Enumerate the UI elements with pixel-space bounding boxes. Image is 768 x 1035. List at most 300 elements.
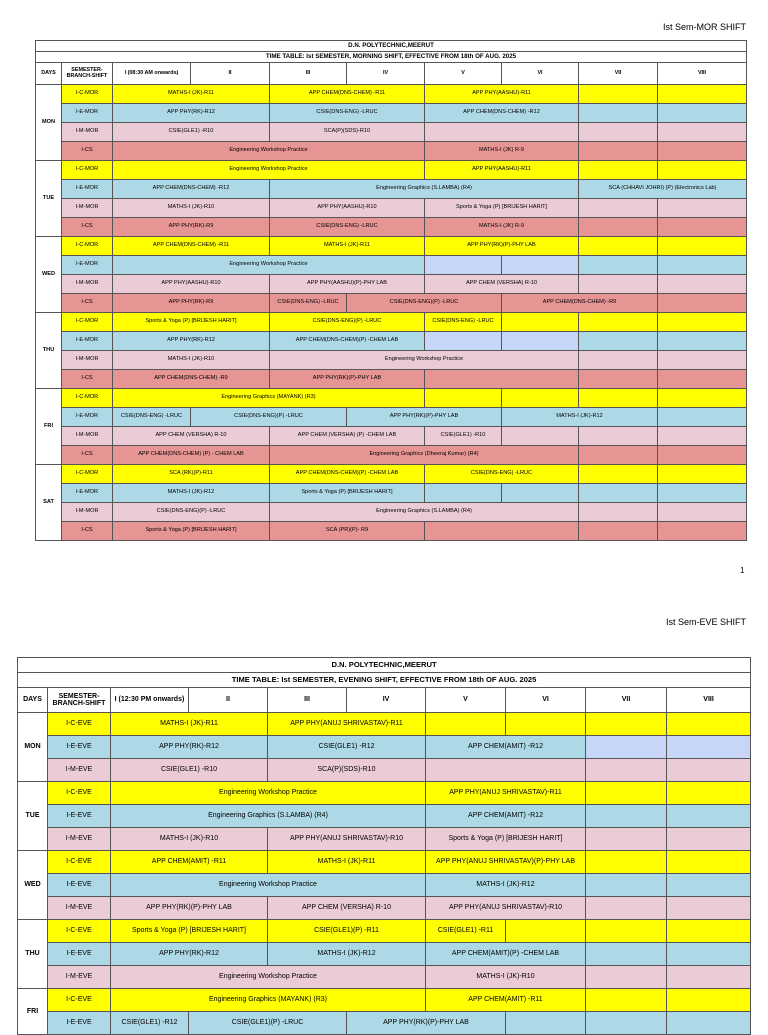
period-cell: Engineering Graphics (MAYANK) (R3) [111,989,426,1012]
period-cell: Sports & Yoga (P) [BRIJESH HARIT] [111,920,268,943]
period-cell [586,713,667,736]
period-cell [658,351,747,370]
table-row [18,943,751,966]
period-cell: MATHS-I (JK)-R12 [502,408,658,427]
period-cell [667,782,751,805]
period-cell: APP PHY(RK)-R12 [113,332,270,351]
period-cell: APP CHEM (VERSHA) R-10 [268,897,426,920]
column-header: II [189,688,268,713]
period-cell: MATHS-I (JK)-R11 [111,713,268,736]
period-cell: MATHS-I (JK)-R11 [113,85,270,104]
period-cell: Engineering Graphics (S.LAMBA) (R4) [111,805,426,828]
period-cell [579,427,658,446]
period-cell: Engineering Workshop Practice [111,782,426,805]
period-cell [658,199,747,218]
period-cell: Engineering Workshop Practice [111,874,426,897]
branch-shift-cell: I-M-MOR [62,123,113,142]
period-cell: APP CHEM(DNS-CHEM) -R12 [113,180,270,199]
period-cell: APP PHY(ANUJ SHRIVASTAV)-R11 [426,782,586,805]
branch-shift-cell: I-M-MOR [62,351,113,370]
period-cell: MATHS-I (JK) R-9 [425,142,579,161]
period-cell: Sports & Yoga (P) [BRIJESH HARIT] [425,199,579,218]
period-cell [579,161,658,180]
table-row [36,446,747,465]
period-cell [426,759,586,782]
period-cell [667,943,751,966]
period-cell: APP PHY(AASHU)-R11 [425,161,579,180]
table-row [18,713,751,736]
table-row [18,782,751,805]
period-cell [667,1012,751,1035]
branch-shift-cell: I-E-MOR [62,408,113,427]
period-cell [658,123,747,142]
period-cell [425,256,502,275]
branch-shift-cell: I-E-EVE [48,805,111,828]
period-cell: APP CHEM(DNS-CHEM) -R9 [502,294,658,313]
table-row [36,85,747,104]
column-header: VII [579,63,658,85]
period-cell [579,370,658,389]
period-cell: CSIE(DNS-ENG) -LRUC [270,218,425,237]
period-cell: APP PHY(AASHU)-R10 [270,199,425,218]
period-cell [586,759,667,782]
branch-shift-cell: I-CS [62,218,113,237]
branch-shift-cell: I-M-MOR [62,427,113,446]
period-cell: CSIE(DNS-ENG)(P) -LRUC [113,503,270,522]
period-cell: MATHS-I (JK)-R11 [270,237,425,256]
day-label: FRI [18,989,48,1035]
branch-shift-cell: I-C-EVE [48,920,111,943]
table-row [36,465,747,484]
period-cell [658,522,747,541]
period-cell: Engineering Workshop Practice [111,966,426,989]
period-cell: Sports & Yoga (P) [BRIJESH HARIT] [113,522,270,541]
period-cell [658,389,747,408]
period-cell [506,920,586,943]
period-cell: APP PHY(AASHU)(P)-PHY LAB [270,275,425,294]
branch-shift-cell: I-M-MOR [62,503,113,522]
period-cell [658,142,747,161]
period-cell: CSIE(GLE1)(P) -R11 [268,920,426,943]
period-cell: APP PHY(RK)(P)-PHY LAB [347,1012,506,1035]
table-row [36,370,747,389]
period-cell: CSIE(GLE1) -R12 [268,736,426,759]
period-cell: MATHS-I (JK)-R10 [111,828,268,851]
period-cell [658,275,747,294]
period-cell [425,332,502,351]
period-cell: MATHS-I (JK)-R12 [426,874,586,897]
period-cell [579,237,658,256]
period-cell: CSIE(DNS-ENG)(P) -LRUC [191,408,347,427]
table-row [18,828,751,851]
period-cell: APP PHY(ANUJ SHRIVASTAV)-R10 [268,828,426,851]
period-cell: APP PHY(RK)-R9 [113,294,270,313]
period-cell [579,484,658,503]
period-cell: MATHS-I (JK)-R10 [113,199,270,218]
period-cell [586,920,667,943]
column-header: SEMESTER-BRANCH-SHIFT [62,63,113,85]
period-cell: CSIE(DNS-ENG) -LRUC [270,104,425,123]
table-row [36,427,747,446]
period-cell: APP CHEM(AMIT) -R12 [426,805,586,828]
period-cell: APP PHY(RK)(P)-PHY LAB [347,408,502,427]
table-row [36,161,747,180]
table-title: D.N. POLYTECHNIC,MEERUT [36,41,747,52]
column-header: IV [347,63,425,85]
period-cell: APP PHY(RK)-R12 [111,736,268,759]
branch-shift-cell: I-E-MOR [62,180,113,199]
period-cell: SCA(P)(SDS)-R10 [270,123,425,142]
period-cell [658,503,747,522]
period-cell [667,966,751,989]
column-header: I (12:30 PM onwards) [111,688,189,713]
period-cell [667,920,751,943]
branch-shift-cell: I-CS [62,294,113,313]
morning-timetable [35,40,747,541]
table-row [36,332,747,351]
column-header: SEMESTER-BRANCH-SHIFT [48,688,111,713]
period-cell: Engineering Graphics (Dheeraj Kumar) (R4) [270,446,579,465]
branch-shift-cell: I-C-MOR [62,465,113,484]
period-cell: APP CHEM (VERSHA) (P) -CHEM LAB [270,427,425,446]
column-header: IV [347,688,426,713]
period-cell: APP PHY(RK)(P)-PHY LAB [270,370,425,389]
table-row [36,218,747,237]
period-cell [658,332,747,351]
period-cell: Engineering Graphics (MAYANK) (R3) [113,389,425,408]
table-row [18,874,751,897]
table-row [36,199,747,218]
table-row [36,256,747,275]
period-cell: APP CHEM(DNS-CHEM)(P) -CHEM LAB [270,465,425,484]
day-label: WED [36,237,62,313]
table-row [18,1012,751,1035]
table-subtitle: TIME TABLE: Ist SEMESTER, MORNING SHIFT, EFFECTIVE FROM 18th OF AUG. 2025 [36,52,747,63]
table-row [18,759,751,782]
period-cell [658,237,747,256]
period-cell [586,989,667,1012]
period-cell: CSIE(GLE1) -R10 [111,759,268,782]
period-cell [426,713,506,736]
branch-shift-cell: I-CS [62,446,113,465]
period-cell [579,313,658,332]
period-cell: CSIE(GLE1) -R12 [111,1012,189,1035]
period-cell: MATHS-I (JK) R-9 [425,218,579,237]
period-cell [579,256,658,275]
period-cell [658,313,747,332]
table-row [36,522,747,541]
period-cell: CSIE(GLE1) -R10 [113,123,270,142]
page-number: 1 [740,566,745,575]
branch-shift-cell: I-C-MOR [62,237,113,256]
period-cell [502,313,579,332]
table-title: D.N. POLYTECHNIC,MEERUT [18,658,751,673]
period-cell [579,522,658,541]
period-cell [502,427,579,446]
period-cell: Sports & Yoga (P) [BRIJESH HARIT] [426,828,586,851]
period-cell: Engineering Graphics (S.LAMBA) (R4) [270,503,579,522]
period-cell: APP PHY(AASHU)-R11 [425,85,579,104]
period-cell [579,123,658,142]
period-cell [658,408,747,427]
table-row [36,104,747,123]
period-cell: APP CHEM(DNS-CHEM) -R11 [270,85,425,104]
column-header: III [268,688,347,713]
period-cell [658,85,747,104]
period-cell [658,446,747,465]
table-row [18,920,751,943]
branch-shift-cell: I-C-EVE [48,989,111,1012]
period-cell: APP CHEM (VERSHA) R-10 [425,275,579,294]
period-cell [579,389,658,408]
period-cell [579,142,658,161]
branch-shift-cell: I-C-EVE [48,713,111,736]
period-cell: APP CHEM(DNS-CHEM) -R11 [113,237,270,256]
period-cell: SCA (PR)(P)- R9 [270,522,425,541]
period-cell: CSIE(GLE1) -R11 [426,920,506,943]
period-cell: APP PHY(RK)(P)-PHY LAB [425,237,579,256]
period-cell: Engineering Workshop Practice [113,142,425,161]
branch-shift-cell: I-C-EVE [48,851,111,874]
period-cell [586,874,667,897]
period-cell: APP PHY(ANUJ SHRIVASTAV)-R11 [268,713,426,736]
period-cell: SCA (RK)(P)-R11 [113,465,270,484]
table-row [36,123,747,142]
period-cell [667,759,751,782]
table-row [36,408,747,427]
period-cell: MATHS-I (JK)-R12 [113,484,270,503]
period-cell [586,897,667,920]
day-label: WED [18,851,48,920]
column-header: VI [502,63,579,85]
period-cell: APP PHY(RK)-R12 [111,943,268,966]
branch-shift-cell: I-C-EVE [48,782,111,805]
branch-shift-cell: I-M-MOR [62,199,113,218]
period-cell [425,123,579,142]
day-label: SAT [36,465,62,541]
table-row [18,989,751,1012]
period-cell [658,104,747,123]
morning-shift-label: Ist Sem-MOR SHIFT [663,22,746,32]
period-cell: Sports & Yoga (P) [BRIJESH HARIT] [270,484,425,503]
period-cell [586,828,667,851]
period-cell: APP CHEM(AMIT) -R11 [426,989,586,1012]
period-cell: APP PHY(RK)(P)-PHY LAB [111,897,268,920]
evening-timetable [17,657,751,1035]
period-cell: CSIE(DNS-ENG) -LRUC [425,313,502,332]
branch-shift-cell: I-CS [62,522,113,541]
period-cell [502,332,579,351]
table-subtitle: TIME TABLE: Ist SEMESTER, EVENING SHIFT, EFFECTIVE FROM 18th OF AUG. 2025 [18,673,751,688]
column-header: VIII [667,688,751,713]
period-cell [502,256,579,275]
period-cell: Engineering Workshop Practice [113,256,425,275]
branch-shift-cell: I-E-MOR [62,332,113,351]
period-cell: APP PHY(RK)-R12 [113,104,270,123]
column-header: I (08:30 AM onwards) [113,63,191,85]
period-cell [502,484,579,503]
period-cell: CSIE(DNS-ENG) -LRUC [270,294,347,313]
period-cell [658,218,747,237]
period-cell [425,522,579,541]
branch-shift-cell: I-M-EVE [48,966,111,989]
period-cell: APP CHEM(DNS-CHEM)(P) -CHEM LAB [270,332,425,351]
period-cell: CSIE(DNS-ENG) -LRUC [425,465,579,484]
period-cell [579,85,658,104]
period-cell: APP PHY(ANUJ SHRIVASTAV)(P)-PHY LAB [426,851,586,874]
day-label: MON [18,713,48,782]
period-cell [586,805,667,828]
branch-shift-cell: I-C-MOR [62,313,113,332]
period-cell [506,713,586,736]
period-cell: APP CHEM(AMIT) -R11 [111,851,268,874]
branch-shift-cell: I-CS [62,142,113,161]
period-cell [667,713,751,736]
column-header: VI [506,688,586,713]
table-row [36,351,747,370]
branch-shift-cell: I-M-EVE [48,759,111,782]
period-cell [658,256,747,275]
period-cell: Engineering Workshop Practice [113,161,425,180]
day-label: TUE [36,161,62,237]
day-label: THU [18,920,48,989]
period-cell [579,332,658,351]
branch-shift-cell: I-E-MOR [62,484,113,503]
branch-shift-cell: I-M-EVE [48,828,111,851]
day-label: FRI [36,389,62,465]
table-row [36,294,747,313]
period-cell [667,805,751,828]
period-cell [586,966,667,989]
period-cell [579,275,658,294]
period-cell: APP CHEM(AMIT) -R12 [426,736,586,759]
period-cell [586,943,667,966]
period-cell: CSIE(DNS-ENG) -LRUC [113,408,191,427]
period-cell [579,465,658,484]
period-cell [586,736,667,759]
period-cell: CSIE(DNS-ENG)(P) -LRUC [347,294,502,313]
period-cell: APP CHEM(DNS-CHEM) -R9 [113,370,270,389]
period-cell [667,736,751,759]
period-cell [425,389,502,408]
table-row [36,275,747,294]
period-cell [667,828,751,851]
period-cell: APP CHEM (VERSHA) R-10 [113,427,270,446]
branch-shift-cell: I-M-EVE [48,897,111,920]
column-header: DAYS [18,688,48,713]
table-row [36,142,747,161]
branch-shift-cell: I-E-MOR [62,104,113,123]
period-cell [425,484,502,503]
period-cell [658,465,747,484]
period-cell [579,104,658,123]
table-row [18,851,751,874]
column-header: V [426,688,506,713]
period-cell: MATHS-I (JK)-R10 [113,351,270,370]
branch-shift-cell: I-E-EVE [48,1012,111,1035]
period-cell: Engineering Graphics (S.LAMBA) (R4) [270,180,579,199]
period-cell [586,851,667,874]
period-cell: APP PHY(RK)-R9 [113,218,270,237]
branch-shift-cell: I-E-EVE [48,874,111,897]
table-row [18,736,751,759]
period-cell [579,218,658,237]
table-row [36,503,747,522]
branch-shift-cell: I-CS [62,370,113,389]
day-label: MON [36,85,62,161]
period-cell: MATHS-I (JK)-R11 [268,851,426,874]
period-cell [658,427,747,446]
period-cell: Engineering Workshop Practice [270,351,579,370]
period-cell [425,370,579,389]
period-cell [658,370,747,389]
day-label: TUE [18,782,48,851]
period-cell [667,989,751,1012]
branch-shift-cell: I-E-EVE [48,736,111,759]
table-row [18,897,751,920]
table-row [36,237,747,256]
day-label: THU [36,313,62,389]
period-cell [658,484,747,503]
period-cell [667,851,751,874]
period-cell [586,782,667,805]
table-row [36,484,747,503]
table-row [18,966,751,989]
period-cell [579,199,658,218]
period-cell: APP CHEM(AMIT)(P) -CHEM LAB [426,943,586,966]
period-cell [667,897,751,920]
period-cell: MATHS-I (JK)-R10 [426,966,586,989]
period-cell: Sports & Yoga (P) [BRIJESH HARIT] [113,313,270,332]
period-cell [667,874,751,897]
period-cell [502,389,579,408]
branch-shift-cell: I-E-EVE [48,943,111,966]
period-cell: APP PHY(AASHU)-R10 [113,275,270,294]
period-cell: APP CHEM(DNS-CHEM) -R12 [425,104,579,123]
evening-shift-label: Ist Sem-EVE SHIFT [665,617,746,627]
branch-shift-cell: I-E-MOR [62,256,113,275]
period-cell: CSIE(DNS-ENG)(P) -LRUC [270,313,425,332]
period-cell: CSIE(GLE1) -R10 [425,427,502,446]
period-cell [579,503,658,522]
period-cell: SCA(P)(SDS)-R10 [268,759,426,782]
period-cell: MATHS-I (JK)-R12 [268,943,426,966]
period-cell [658,294,747,313]
branch-shift-cell: I-C-MOR [62,389,113,408]
table-row [36,313,747,332]
column-header: VIII [658,63,747,85]
period-cell: APP CHEM(DNS-CHEM) (P) - CHEM LAB [113,446,270,465]
branch-shift-cell: I-C-MOR [62,85,113,104]
column-header: II [191,63,270,85]
column-header: III [270,63,347,85]
branch-shift-cell: I-M-MOR [62,275,113,294]
table-row [36,389,747,408]
period-cell [586,1012,667,1035]
column-header: V [425,63,502,85]
table-row [18,805,751,828]
period-cell: SCA (CHHAVI JOHRI) (P) (Electronics Lab) [579,180,747,199]
branch-shift-cell: I-C-MOR [62,161,113,180]
column-header: VII [586,688,667,713]
period-cell: APP PHY(ANUJ SHRIVASTAV)-R10 [426,897,586,920]
period-cell [579,446,658,465]
period-cell: CSIE(GLE1)(P) -LRUC [189,1012,347,1035]
table-row [36,180,747,199]
column-header: DAYS [36,63,62,85]
period-cell [506,1012,586,1035]
period-cell [579,351,658,370]
